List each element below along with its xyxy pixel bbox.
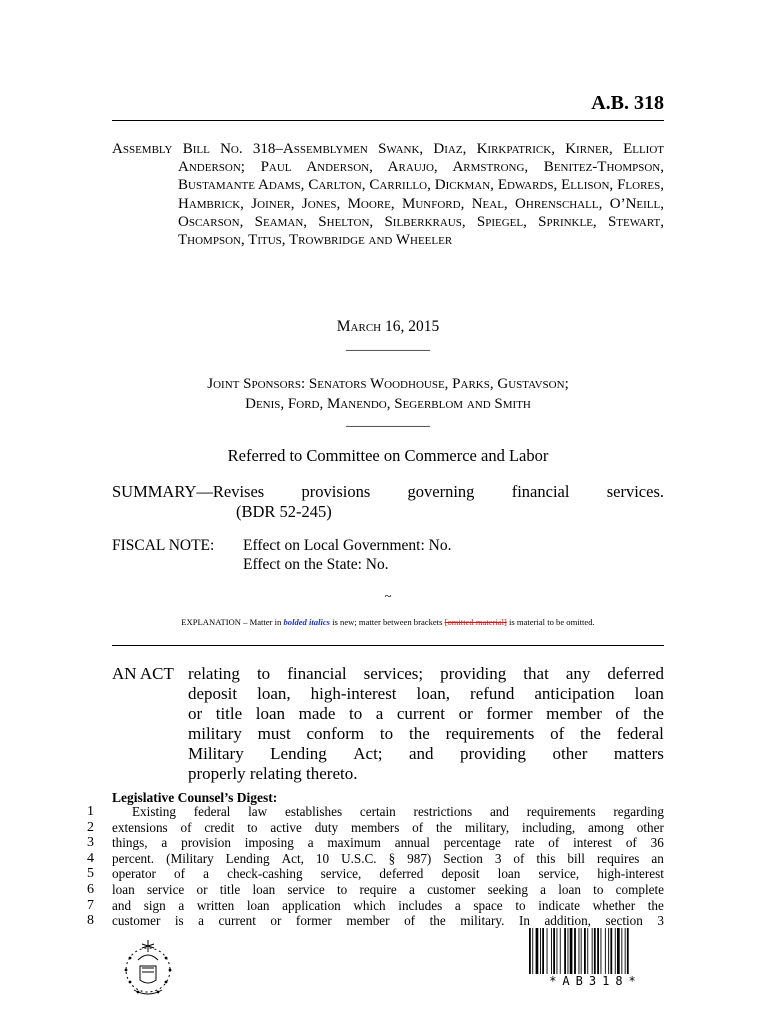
word: 10: [315, 850, 330, 866]
word: active: [270, 819, 302, 835]
digest-line: [112, 804, 664, 820]
word: 36: [650, 835, 664, 851]
word: Lending: [225, 850, 270, 866]
word: to: [515, 897, 526, 913]
top-rule: [112, 120, 664, 121]
word: title: [215, 704, 243, 723]
word: service,: [320, 866, 362, 882]
word: to: [379, 724, 394, 743]
digest-line: [112, 851, 664, 867]
explanation: [112, 617, 664, 627]
word: other: [636, 819, 664, 835]
word: loan,: [416, 684, 451, 703]
tilde-mark: ~: [384, 588, 392, 603]
word: and: [408, 744, 434, 763]
word: member: [346, 913, 390, 929]
fiscal-local: Effect on Local Government: No.: [243, 537, 452, 554]
word: a: [375, 704, 384, 723]
word: federal: [193, 804, 231, 819]
word: federal: [616, 724, 664, 743]
word: or: [270, 913, 282, 929]
word: a: [198, 913, 205, 929]
word: military: [188, 724, 242, 743]
act-label: AN ACT: [112, 664, 174, 683]
explanation-suffix: is material to be omitted.: [509, 617, 595, 627]
word: bill: [567, 850, 585, 866]
word: to: [247, 819, 258, 835]
word: a: [307, 835, 314, 851]
word: credit: [204, 819, 235, 835]
word: (Military: [166, 850, 214, 866]
word: annual: [394, 835, 430, 851]
word: section: [605, 913, 643, 929]
word: or: [458, 704, 473, 723]
word: of: [548, 835, 560, 851]
word: 3: [657, 913, 664, 929]
digest-title: Legislative Counsel’s Digest:: [112, 790, 278, 805]
word: current: [218, 913, 256, 929]
digest-line: [112, 835, 664, 851]
word: includes: [398, 897, 443, 913]
word: providing: [459, 744, 527, 763]
word: 987): [407, 850, 432, 866]
word: Act,: [281, 850, 304, 866]
summary-word: financial: [511, 482, 570, 501]
word: Military: [188, 744, 244, 763]
word: complete: [615, 881, 664, 897]
fiscal-note: [112, 536, 664, 574]
word: that: [523, 664, 549, 683]
word: the: [647, 897, 664, 913]
word: loan: [558, 881, 581, 897]
word: former: [295, 913, 332, 929]
word: to: [336, 881, 348, 897]
sponsors-line-2: Denis, Ford, Manendo, Segerblom and Smith: [245, 396, 531, 412]
word: law: [248, 804, 268, 819]
summary: [112, 482, 664, 522]
explanation-prefix: EXPLANATION – Matter in: [181, 617, 282, 627]
digest-line: [112, 913, 664, 929]
word: requires: [596, 850, 640, 866]
summary-word: provisions: [301, 482, 371, 501]
separator-2: ____________: [346, 414, 430, 429]
act-line: [188, 704, 664, 724]
word: customer: [112, 913, 161, 929]
word: loan: [255, 704, 286, 723]
line-number: 2: [87, 819, 94, 835]
authors-list: Assembly Bill No. 318–Assemblymen Swank, Diaz, Kirkpatrick, Kirner, Elliot Anderson; Paul Anderson, Araujo, Armstrong, Benitez-Thompson, Bustamante Adams, Carlton, Carrillo, Dickman, Edwards, Ellison, Flores, Hambrick, Joiner, Jones, Moore, Munford, Neal, Ohrenschall, O’Neill, Oscarson, Seaman, Shelton, Silberkraus, Spiegel, Sprinkle, Stewart, Thompson, Titus, Trowbridge and Wheeler: [112, 141, 664, 249]
word: a: [540, 881, 547, 897]
word: and: [489, 804, 509, 819]
explanation-middle: is new; matter between brackets: [332, 617, 443, 627]
word: any: [565, 664, 591, 683]
line-number: 5: [87, 866, 94, 882]
referred-to-committee: Referred to Committee on Commerce and Labor: [227, 446, 549, 465]
line-number: 6: [87, 881, 94, 897]
summary-word: services.: [606, 482, 664, 501]
word: loan: [634, 684, 664, 703]
word: a: [454, 897, 461, 913]
word: military,: [464, 819, 510, 835]
word: extensions: [112, 819, 168, 835]
digest-line: [112, 820, 664, 836]
word: to: [256, 664, 271, 683]
word: duty: [314, 819, 339, 835]
word: former: [486, 704, 533, 723]
word: must: [257, 724, 291, 743]
fiscal-label: FISCAL NOTE:: [112, 537, 215, 554]
word: 3: [494, 850, 502, 866]
word: this: [536, 850, 556, 866]
summary-line-1: [112, 482, 664, 502]
summary-word: SUMMARY—Revises: [112, 482, 265, 501]
separator-1: ____________: [346, 338, 430, 353]
word: title: [219, 881, 241, 897]
word: indicate: [538, 897, 580, 913]
word: members: [350, 819, 400, 835]
word: customer: [427, 881, 476, 897]
digest-line: [112, 866, 664, 882]
word: conform: [306, 724, 365, 743]
word: is: [174, 913, 184, 929]
word: other: [552, 744, 588, 763]
word: including,: [522, 819, 576, 835]
word: percent.: [112, 850, 155, 866]
word: a: [409, 881, 415, 897]
word: services;: [363, 664, 424, 683]
word: of: [550, 724, 565, 743]
word: service: [146, 881, 185, 897]
act-title: [112, 664, 664, 784]
word: of: [174, 866, 186, 882]
word: application: [282, 897, 341, 913]
word: Existing: [132, 804, 176, 819]
digest-body: [112, 804, 664, 929]
word: restrictions: [413, 804, 473, 819]
word: high-interest: [597, 866, 664, 882]
word: military.: [460, 913, 505, 929]
word: a: [161, 835, 168, 851]
word: a: [203, 866, 210, 882]
word: loan: [112, 881, 135, 897]
act-line: [188, 684, 664, 704]
word: requirements: [526, 804, 596, 819]
word: establishes: [284, 804, 343, 819]
word: deposit: [441, 866, 480, 882]
line-numbers: [80, 804, 94, 929]
summary-word: governing: [407, 482, 475, 501]
word: or: [196, 881, 208, 897]
word: service: [287, 881, 325, 897]
line-number: 7: [87, 897, 94, 913]
digest-line: [112, 882, 664, 898]
word: provision: [181, 835, 231, 851]
word: deferred: [607, 664, 664, 683]
act-lines: [188, 664, 664, 784]
word: Act;: [353, 744, 383, 763]
word: sign: [143, 897, 166, 913]
word: certain: [359, 804, 396, 819]
word: require: [359, 881, 397, 897]
word: imposing: [244, 835, 294, 851]
word: which: [353, 897, 386, 913]
word: requirements: [445, 724, 535, 743]
word: the: [643, 704, 664, 723]
word: and: [112, 897, 132, 913]
word: check-cashing: [227, 866, 303, 882]
word: of: [412, 819, 424, 835]
word: among: [588, 819, 624, 835]
word: the: [580, 724, 601, 743]
word: or: [188, 704, 203, 723]
word: addition,: [544, 913, 591, 929]
bill-number: A.B. 318: [591, 92, 664, 114]
word: of: [513, 850, 525, 866]
word: service,: [538, 866, 580, 882]
word: refund: [470, 684, 515, 703]
act-line: [188, 664, 664, 684]
word: to: [593, 881, 604, 897]
word: Lending: [270, 744, 327, 763]
sponsors-line-1: Joint Sponsors: Senators Woodhouse, Parks, Gustavson;: [207, 376, 569, 392]
word: of: [404, 913, 416, 929]
word: §: [388, 850, 396, 866]
word: whether: [592, 897, 636, 913]
word: high-interest: [310, 684, 397, 703]
word: a: [178, 897, 185, 913]
word: the: [436, 819, 453, 835]
word: In: [518, 913, 530, 929]
summary-line-2: (BDR 52-245): [236, 502, 332, 521]
word: space: [473, 897, 503, 913]
fiscal-line-1: [112, 536, 664, 555]
word: loan: [246, 897, 270, 913]
word: an: [651, 850, 664, 866]
word: relating: [188, 664, 240, 683]
bill-date: March 16, 2015: [336, 318, 440, 335]
explanation-omitted: [omitted material]: [444, 617, 507, 627]
word: regarding: [613, 804, 664, 819]
state-seal-icon: [112, 930, 184, 1002]
fiscal-state: Effect on the State: No.: [243, 556, 389, 573]
barcode-text: *AB318*: [527, 974, 664, 988]
word: providing: [440, 664, 507, 683]
line-number: 3: [87, 835, 94, 851]
word: of: [180, 819, 192, 835]
word: U.S.C.: [341, 850, 377, 866]
word: of: [625, 835, 637, 851]
line-number: 1: [87, 804, 94, 819]
word: Section: [443, 850, 483, 866]
word: anticipation: [534, 684, 615, 703]
word: operator: [112, 866, 156, 882]
word: to: [348, 704, 363, 723]
word: loan: [252, 881, 276, 897]
word: loan,: [257, 684, 291, 703]
act-line: [188, 744, 664, 764]
middle-rule: [112, 645, 664, 646]
act-line: properly relating thereto.: [188, 764, 358, 783]
word: rate: [514, 835, 535, 851]
word: of: [615, 704, 630, 723]
word: member: [546, 704, 602, 723]
word: seeking: [487, 881, 528, 897]
word: the: [408, 724, 430, 743]
word: written: [196, 897, 235, 913]
word: made: [298, 704, 336, 723]
word: percentage: [443, 835, 501, 851]
line-number: 4: [87, 850, 94, 866]
act-line: [188, 724, 664, 744]
word: maximum: [327, 835, 381, 851]
word: loan: [497, 866, 521, 882]
word: deferred: [379, 866, 424, 882]
digest-line: [112, 898, 664, 914]
word: current: [396, 704, 446, 723]
word: things,: [112, 835, 148, 851]
act-lead: [112, 664, 664, 784]
word: matters: [613, 744, 664, 763]
word: the: [429, 913, 446, 929]
line-number: 8: [87, 913, 94, 929]
word: financial: [287, 664, 347, 683]
word: deposit: [188, 684, 238, 703]
word: interest: [573, 835, 612, 851]
explanation-bolded: bolded italics: [283, 617, 331, 627]
joint-sponsors: [112, 374, 664, 414]
